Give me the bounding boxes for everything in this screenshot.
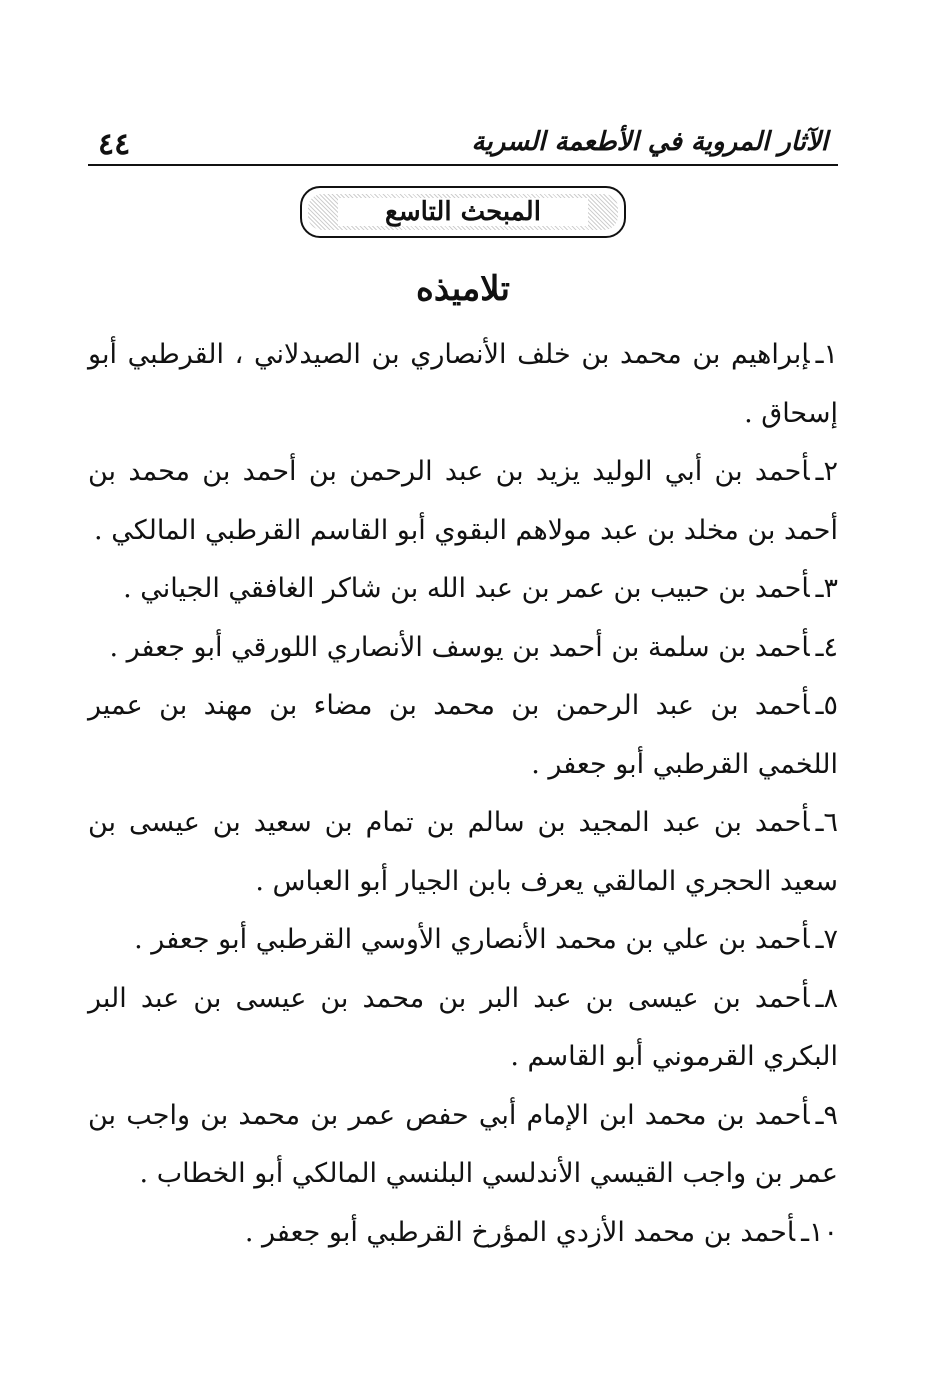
list-item: [88, 677, 838, 794]
item-text: أحمد بن علي بن محمد الأنصاري الأوسي القرطبي أبو جعفر .: [134, 924, 810, 955]
list-item: [88, 794, 838, 911]
item-number: ١٠ـ: [801, 1216, 838, 1248]
item-number: ٥ـ: [815, 690, 838, 721]
item-number: ٤ـ: [815, 631, 838, 663]
item-number: ٨ـ: [815, 982, 838, 1014]
item-text: أحمد بن محمد ابن الإمام أبي حفص عمر بن محمد بن واجب بن عمر بن واجب القيسي الأندلسي البلنسي المالكي أبو الخطاب .: [88, 1099, 838, 1189]
header-rule: [88, 164, 838, 166]
section-heading-frame: [300, 186, 626, 238]
item-text: أحمد بن عيسى بن عبد البر بن محمد بن عيسى بن عبد البر البكري القرموني أبو القاسم .: [88, 982, 838, 1072]
list-item: [88, 911, 838, 970]
item-text: أحمد بن سلمة بن أحمد بن يوسف الأنصاري اللورقي أبو جعفر .: [109, 631, 810, 663]
list-item: [88, 1204, 838, 1263]
students-list: [88, 326, 838, 1262]
section-heading: المبحث التاسع: [338, 198, 588, 226]
item-text: أحمد بن محمد الأزدي المؤرخ القرطبي أبو جعفر .: [244, 1216, 796, 1248]
list-item: [88, 1087, 838, 1204]
list-item: [88, 619, 838, 678]
item-number: ٧ـ: [815, 924, 838, 955]
list-item: [88, 560, 838, 619]
item-text: أحمد بن أبي الوليد يزيد بن عبد الرحمن بن أحمد بن محمد بن أحمد بن مخلد بن عبد مولاهم البقوي أبو القاسم القرطبي المالكي .: [88, 456, 838, 546]
list-item: [88, 443, 838, 560]
item-number: ٢ـ: [815, 456, 838, 487]
list-item: [88, 326, 838, 443]
item-text: إبراهيم بن محمد بن خلف الأنصاري بن الصيدلاني ، القرطبي أبو إسحاق .: [88, 339, 838, 429]
section-heading-pattern: [308, 194, 618, 230]
item-text: أحمد بن حبيب بن عمر بن عبد الله بن شاكر الغافقي الجياني .: [123, 573, 810, 604]
item-number: ٩ـ: [815, 1099, 838, 1131]
item-text: أحمد بن عبد المجيد بن سالم بن تمام بن سعيد بن عيسى بن سعيد الحجري المالقي يعرف بابن الجيار أبو العباس .: [88, 807, 838, 897]
running-header: [88, 118, 838, 164]
item-number: ١ـ: [815, 339, 838, 370]
item-number: ٣ـ: [815, 573, 838, 604]
book-title: الآثار المروية في الأطعمة السرية: [471, 127, 828, 157]
item-number: ٦ـ: [815, 807, 838, 838]
page-number: ٤٤: [98, 127, 131, 162]
list-item: [88, 970, 838, 1087]
chapter-title: تلاميذه: [416, 269, 510, 309]
item-text: أحمد بن عبد الرحمن بن محمد بن مضاء بن مهند بن عمير اللخمي القرطبي أبو جعفر .: [88, 690, 838, 780]
